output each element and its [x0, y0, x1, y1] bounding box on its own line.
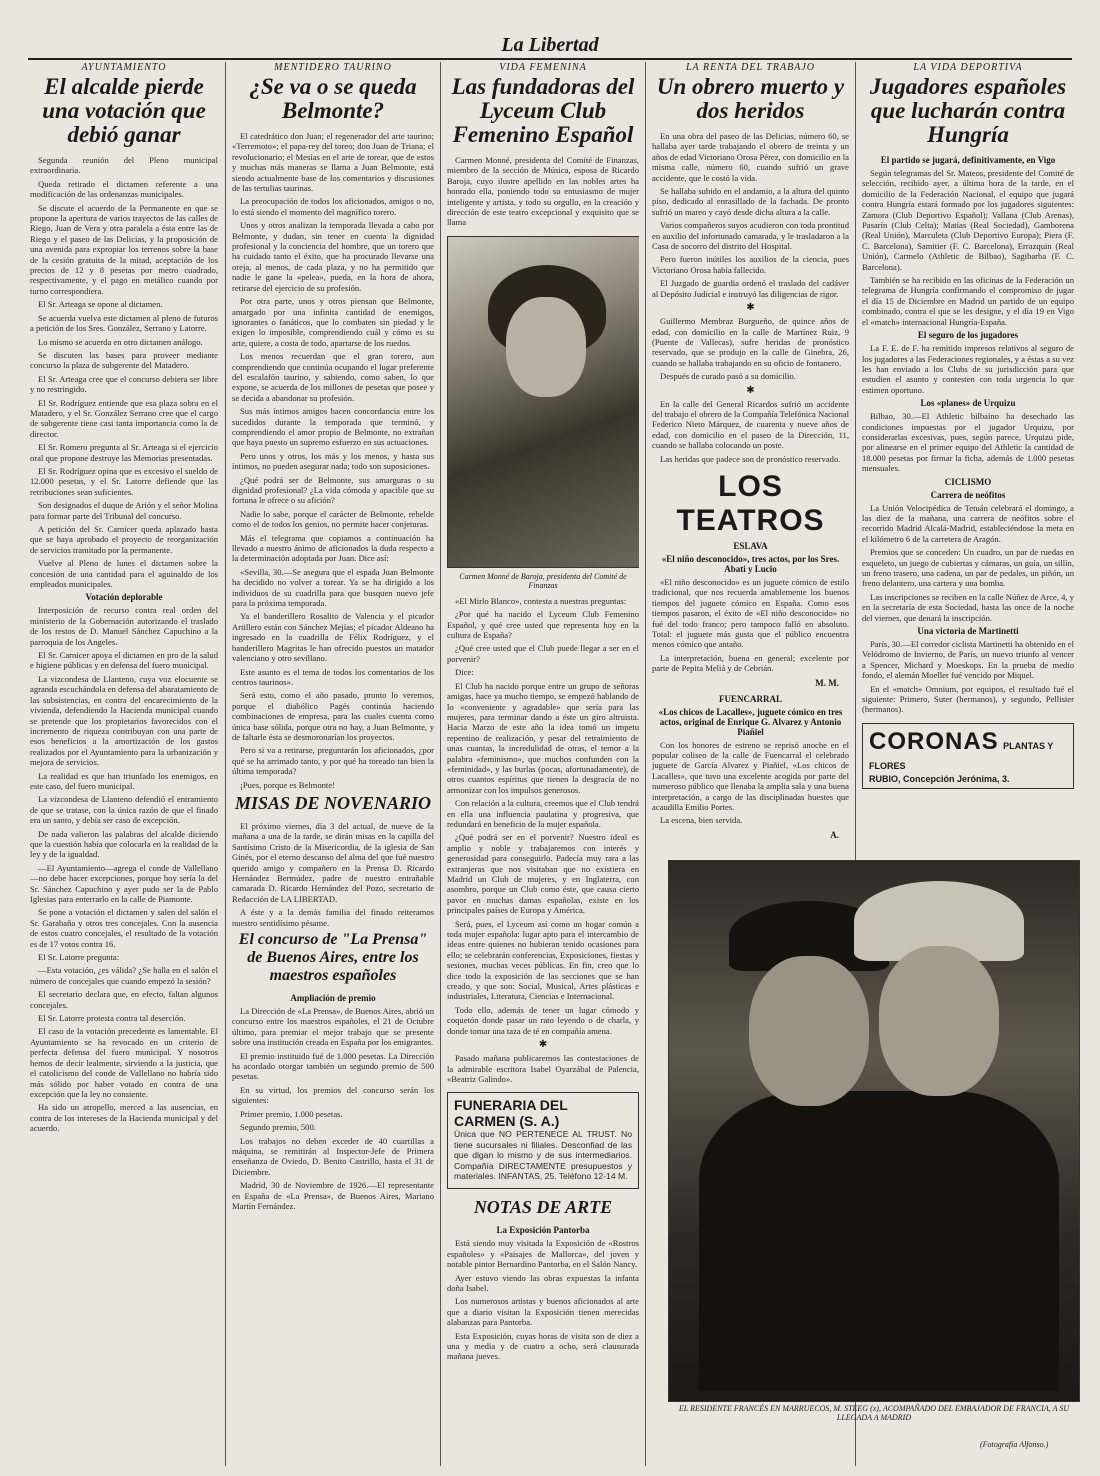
paragraph: ¿Qué podrá ser en el porvenir? Nuestro ideal es amplio y noble y trabajaremos con interés y generosidad para conseguirlo. Padecía muy rara a las extranjeras que nos visitaban que no existiera en Madrid un Club de mujeres, y en Inglaterra, con asombro, porque un Club como éste, que causa cierto pavor en muchas damas españolas, existe en los principales países de Europa y América. [447, 832, 639, 916]
paragraph: El Sr. Carnicer apoya el dictamen en pro de la salud e higiene públicas y en defensa del fuero municipal. [30, 650, 218, 671]
paragraph: Todo ello, además de tener un lugar cómodo y coquetón donde pasar un rato leyendo o de charla, y donde tomar una taza de té en compañía amena. [447, 1004, 639, 1036]
subheading: El partido se jugará, definitivamente, en Vigo [880, 155, 1056, 165]
paragraph: El Sr. Arteaga cree que el concurso debiera ser libre y no restringido. [30, 373, 218, 395]
teatros-heading: LOS TEATROS [676, 469, 825, 537]
paragraph: Bilbao, 30.—El Athletic bilbaíno ha desechado las condiciones impuestas por el jugador Urquizu, por considerarlas excesivas, pues, según parece, Urquizu pide, por alinearse en el primer equipo del Athletic la cantidad de 18.000 pesetas por firmar la ficha, además de 1.000 pesetas mensuales. [862, 411, 1074, 474]
subheading: Los «planes» de Urquizu [920, 398, 1016, 409]
paragraph: —El Ayuntamiento—agrega el conde de Vallellano—no debe hacer excepciones, porque hoy sería la del Sr. Sánchez Capuchino y ayer pudo ser la de Pablo Iglesias para enterrarlo en la calle de Piamonte. [30, 862, 218, 904]
ad-text: Única que NO PERTENECE AL TRUST. No tiene sucursales ni filiales. Desconfiad de las que digan lo mismo y de sus intermediarios. Compañía DIRECTAMENTE presupuestos y materiales. INFANTAS, 25. Teléfono 12-14 M. [454, 1129, 632, 1181]
signature: M. M. [815, 677, 839, 688]
paragraph: ¿Qué podrá ser de Belmonte, sus amarguras o su dignidad profesional? ¿La vida cómoda y apacible que su fortuna le ofrece o su afición? [232, 474, 434, 506]
paragraph: En una obra del paseo de las Delicias, número 60, se hallaba ayer tarde trabajando el obrero de treinta y un años de edad Victoriano Orosa Pérez, con domicilio en la misma calle, número 60, cuando sufrió un grave accidente, que le costó la vida. [652, 131, 849, 183]
paragraph: A éste y a la demás familia del finado reiteramos nuestro sentidísimo pésame. [232, 907, 434, 928]
subheading: «Los chicos de Lacalles», juguete cómico en tres actos, original de Enrique G. Alvarez y Antonio Piañiel [658, 706, 843, 737]
article-body [652, 131, 849, 299]
paragraph: —Esta votación, ¿es válida? ¿Se halla en el salón el número de concejales que cuando empezó la sesión? [30, 965, 218, 986]
headline: MISAS DE NOVENARIO [234, 792, 432, 813]
headline: El alcalde pierde una votación que debió ganar [42, 74, 206, 147]
paragraph: Queda retirado el dictamen referente a una modificación de las ordenanzas municipales. [30, 178, 218, 200]
paragraph: Segunda reunión del Pleno municipal extraordinaria. [30, 155, 218, 176]
paragraph: Pero unos y otros, los más y los menos, y hasta sus íntimos, no pueden asegurar nada; todo son suposiciones. [232, 450, 434, 472]
article-body [232, 131, 434, 790]
paragraph: Carmen Monné, presidenta del Comité de Finanzas, miembro de la sección de Música, esposa de Ricardo Baroja, cuyo ilustre apellido en las nobles artes ha honrado ella, poniendo todo su entusiasmo de mujer inteligente y artista, y todo su orgullo, en la creación y dirección de este teatro excepcional y exquisito que se llama [447, 155, 639, 228]
section-label: LA RENTA DEL TRABAJO [686, 62, 815, 73]
subheading: Votación deplorable [85, 592, 163, 603]
paragraph: Está siendo muy visitada la Exposición de «Rostros españoles» y «Paisajes de Mallorca», del joven y notable pintor Bernardino Pantorba, en el Salón Nancy. [447, 1238, 639, 1270]
paragraph: El Juzgado de guardia ordenó el traslado del cadáver al Depósito Judicial e instruyó las diligencias de rigor. [652, 278, 849, 299]
paragraph: La F. E. de F. ha remitido impresos relativos al seguro de los jugadores a las Federaciones regionales, y a éstas a su vez les han enviado a los Clubs de su jurisdicción para que estudien el asunto y contesten con toda urgencia lo que estimen oportuno. [862, 343, 1074, 395]
column-ayuntamiento [30, 62, 218, 1466]
paragraph: La vizcondesa de Llanteno, cuya voz elocuente se agranda escuchándola en defensa del abaratamiento de las subsistencias, en contra del encarecimiento de la vivienda, defendiendo la Hacienda municipal cuando se pretende que los propietarios favorecidos con el incremento de riqueza contribuyan con una parte de esos beneficios a la amortización de los gastos realizados por el Ayuntamiento para la urbanización y mejora de servicios. [30, 673, 218, 768]
paragraph: Lo mismo se acuerda en otro dictamen análogo. [38, 336, 203, 347]
column-vida-deportiva [862, 62, 1074, 852]
paragraph: Interposición de recurso contra real orden del ministerio de la Gobernación autorizando el traslado de los restos de D. Manuel Sánchez Capuchino a la parroquia de los Angeles. [30, 605, 218, 647]
article-body [30, 155, 218, 589]
paragraph: Por otra parte, unos y otros piensan que Belmonte, amargado por una infinita cantidad de enemigos, ignorantes o fanáticos, que lo combaten sin piedad y le exigen lo imposible, comprendiendo cuál y cómo es su arte, quiere, a costa de todo, apartarse de los ruedos. [232, 296, 434, 348]
separator: ✱ [746, 302, 755, 314]
paragraph: Los menos recuerdan que el gran torero, aun comprendiendo que continúa ocupando el lugar preferente del escalafón taurino, y sabiendo, como saben, lo que expone, se acuerda de los millones de pesetas que posee y se decida a abandonar su profesión. [232, 351, 434, 403]
paragraph: Las inscripciones se reciben en la calle Núñez de Arce, 4, y en la secretaría de esta Sociedad, hasta las once de la noche del viernes, que denará la inscripción. [862, 591, 1074, 623]
headline: ¿Se va o se queda Belmonte? [249, 74, 417, 123]
paragraph: Ayer estuvo viendo las obras expuestas la infanta doña Isabel. [447, 1272, 639, 1293]
photo-face [506, 297, 586, 397]
paragraph: «El Mirlo Blanco», contesta a nuestras preguntas: [455, 595, 627, 606]
column-mentidero-taurino [232, 62, 434, 1466]
portrait-photo [447, 236, 639, 568]
subheading: La Exposición Pantorba [496, 1225, 590, 1236]
paragraph: Se acuerda vuelva este dictamen al pleno de futuros a petición de los Sres. González, Serrano y Latorre. [30, 312, 218, 334]
separator: ✱ [746, 384, 755, 396]
paragraph: Este asunto es el tema de todos los comentarios de los centros taurinos». [232, 666, 434, 687]
coronas-ad [862, 723, 1074, 789]
paragraph: «Sevilla, 30.—Se asegura que el espada Juan Belmonte ha decidido no volver a torear. Ya se ha dirigido a los individuos de su cuadrilla para que busquen nuevo jefe para la próxima temporada. [232, 566, 434, 609]
ad-address: RUBIO, Concepción Jerónima, 3. [869, 773, 1010, 784]
paragraph: Nadie lo sabe, porque el carácter de Belmonte, rebelde como el de todos los genios, no permite hacer conjeturas. [232, 508, 434, 530]
paragraph: La Dirección de «La Prensa», de Buenos Aires, abrió un concurso entre los maestros españoles, el 21 de Octubre último, para premiar el mejor trabajo que se presente sobre una institución creada en España por los emigrantes. [232, 1006, 434, 1048]
paragraph: Después de curado pasó a su domicilio. [660, 371, 796, 382]
headline: Un obrero muerto y dos heridos [656, 74, 845, 123]
paragraph: Según telegramas del Sr. Mateos, presidente del Comité de selección, recibido ayer, a última hora de la tarde, en el domicilio de la Federación Nacional, el equipo que jugará contra Hungría estará formado por los jugadores siguientes: Zamora (Club Deportivo Español); Vallana (Club Arenas), Pasarín (Club Celta); Matías (Real Sociedad), Gamborena (Real Unión), Marculeta (Club Deportivo Europa); Piera (F. C. Barcelona), Samitier (F. C. Barcelona), Errazquin (Real Unión), Carmelo (Athletic de Bilbao), Sagibarba (F. C. Barcelona). [862, 168, 1074, 272]
paragraph: El Sr. Latorre protesta contra tal deserción. [38, 1013, 186, 1024]
paragraph: Esta Exposición, cuyas horas de visita son de diez a una y media y de cuatro a ocho, será clausurada mañana jueves. [447, 1330, 639, 1362]
paragraph: Ya el banderillero Rosalito de Valencia y el picador Artillero están con Sánchez Mejías; el picador Aldeano ha ingresado en la cuadrilla de Félix Rodríguez, y el banderillero Magritas le han ofrecido puestos un matador valenciano y otro sevillano. [232, 611, 434, 664]
paragraph: La Unión Velocipédica de Tetuán celebrará el domingo, a las diez de la mañana, una carrera de neófitos sobre el recorrido Madrid Alcalá-Madrid, estableciéndose la meta en el kilómetro 6 de la carretera de Aragón. [862, 502, 1074, 544]
paragraph: Más el telegrama que copiamos a continuación ha llevado a nuestro ánimo de aficionados la duda respecto a la determinación adoptada por Juan. Dice así: [232, 532, 434, 564]
photo-face [879, 946, 999, 1096]
paragraph: En la calle del General Ricardos sufrió un accidente del trabajo el obrero de la Compañía Telefónica Nacional Federico Nieto Márquez, de cuarenta y nueve años de edad, con domicilio en el paseo de la Dirección, 11, cuando se hallaba colocando un poste. [652, 398, 849, 451]
paragraph: El Sr. Rodríguez entiende que esa plaza sobra en el Matadero, y el Sr. González Serrano cree que el cargo de subgerente tiene casi tanta importancia como la de director. [30, 397, 218, 439]
news-photo [668, 860, 1080, 1402]
paragraph: Vuelve al Pleno de lunes el dictamen sobre la concesión de una cantidad para el aguinaldo de los empleados municipales. [30, 558, 218, 590]
paragraph: Premios que se conceden: Un cuadro, un par de ruedas en esqueleto, un juego de cubiertas y cámaras, un guía, un sillín, un freno trasero, una cadena, un par de pedales, un piñón, un freno delantero, una cartera y una bomba. [862, 547, 1074, 589]
paragraph: El Sr. Latorre pregunta: [38, 952, 120, 963]
paragraph: El catedrático don Juan; el regenerador del arte taurino; «Terremoto»; el papa-rey del toreo; don Juan de Triana; el revolucionario; el Mesías en el arte de torear, que de estos y muchas más maneras se llama a Juan Belmonte, está siendo actualmente base de los comentarios y discusiones de las tertulias taurinas. [232, 131, 434, 194]
article-body [232, 1006, 434, 1211]
paragraph: La interpretación, buena en general; excelente por parte de Pepita Meliá y de Cebrián. [652, 652, 849, 674]
paragraph: Unos y otros analizan la temporada llevada a cabo por Belmonte, y dudan, sin tener en cuenta la dignidad profesional y la conciencia del hombre, que un torero que ha cuidado tanto el éxito, que ha procurado llevarse una oreja, al menos, de cada plaza, y no ha permitido que nadie le gane la «pelea», pueda, en la hora de ahora, retirarse del ejercicio de su profesión. [232, 220, 434, 293]
paragraph: Las heridas que padece son de pronóstico reservado. [660, 453, 841, 464]
paragraph: El Sr. Rodríguez opina que es excesivo el sueldo de 12.000 pesetas, y el Sr. Latorre defiende que las retribuciones sean suficientes. [30, 465, 218, 497]
paragraph: Son designados el duque de Arión y el señor Molina para formar parte del Tribunal del concurso. [30, 500, 218, 521]
paragraph: Con los honores de estreno se reprisó anoche en el popular coliseo de la calle de Fuencarral el celebrado juguete de García Alvarez y Piañiel, «Los chicos de Lacalles», que tuvo una excelente acogida por parte del numeroso público que llenaba la amplia sala y una buena interpretación, a cargo de las disciplinadas huestes que acaudilla Emilio Portes. [652, 739, 849, 813]
paragraph: Primer premio, 1.000 pesetas. [240, 1108, 343, 1119]
paragraph: ¡Pues, porque es Belmonte! [240, 779, 335, 790]
subheading: El seguro de los jugadores [917, 330, 1019, 341]
paragraph: Madrid, 30 de Noviembre de 1926.—El representante en España de «La Prensa», de Buenos Aires, Mariano Martín Fernández. [232, 1180, 434, 1211]
paragraph: Varios compañeros suyos acudieron con toda prontitud en auxilio del infortunado camarada, y le trasladaron a la Casa de socorro del distrito del Hospital. [652, 220, 849, 252]
paragraph: De nada valieron las palabras del alcalde diciendo que la cuestión había que colocarla en la realidad de la ley y de la igualdad. [30, 828, 218, 860]
headline: Las fundadoras del Lyceum Club Femenino Español [451, 74, 635, 147]
paragraph: Pero fueron inútiles los auxilios de la ciencia, pues Victoriano Orosa había fallecido. [652, 254, 849, 275]
masthead [28, 34, 1072, 60]
paragraph: Dice: [455, 667, 474, 678]
photo-face [749, 956, 869, 1106]
subheading: «El niño desconocido», tres actos, por los Sres. Abati y Lucio [661, 553, 840, 574]
masthead-title: La Libertad [501, 34, 599, 56]
paragraph: El premio instituido fué de 1.000 pesetas. La Dirección ha acordado otorgar también un segundo premio de 500 pesetas. [232, 1050, 434, 1082]
paragraph: ¿Por qué ha nacido el Lyceum Club Femenino Español, y qué cree usted que representa hoy en la cultura de España? [447, 609, 639, 641]
article-body [447, 596, 639, 1036]
paragraph: La realidad es que han triunfado los enemigos, en este caso, del fuero municipal. [30, 770, 218, 791]
paragraph: A petición del Sr. Carnicer queda aplazado hasta que se haya aprobado el proyecto de reorganización de servicios tramitado por la permanente. [30, 524, 218, 555]
column-rule [645, 62, 646, 1466]
paragraph: También se ha recibido en las oficinas de la Federación un telegrama de Hungría confirmando el compromiso de jugar el día 15 de Diciembre en Madrid un partido de un equipo combinado, contra el que se les designe, y el día 19 en Vigo el «match» internacional Hungría-España. [862, 275, 1074, 327]
headline: Jugadores españoles que lucharán contra Hungría [869, 74, 1067, 147]
paragraph: Sus más íntimos amigos hacen concordancia entre los sucedidos durante la temporada que terminó, y comprendiendo el amor propio de Belmonte, no extrañan que haya puesto un supremo esfuerzo en sus actuaciones. [232, 406, 434, 448]
paragraph: El Sr. Romero pregunta al Sr. Arteaga si el ejercicio oral que propone destruye las Memorias presentadas. [30, 442, 218, 463]
headline: El concurso de "La Prensa" de Buenos Aires, entre los maestros españoles [238, 931, 428, 985]
subheading: CICLISMO [944, 476, 992, 487]
headline: NOTAS DE ARTE [473, 1197, 613, 1218]
subheading: Una victoria de Martinetti [917, 626, 1019, 637]
section-label: MENTIDERO TAURINO [274, 62, 392, 73]
section-label: AYUNTAMIENTO [81, 62, 167, 73]
paragraph: París, 30.—El corredor ciclista Martinetti ha obtenido en el Velódromo de Invierno, de París, un nuevo triunfo al vencer a Spencer, Michard y Moeskops. En la prueba de medio fondo, el alemán Moeller fué vencido por Miquel. [862, 639, 1074, 681]
funeraria-ad [447, 1092, 639, 1189]
article-body [447, 1238, 639, 1361]
paragraph: El secretario declara que, en efecto, faltan algunos concejales. [30, 989, 218, 1010]
ad-title: FUNERARIA DEL CARMEN (S. A.) [454, 1097, 568, 1130]
paragraph: El caso de la votación precedente es lamentable. El Ayuntamiento se ha revocado en un criterio de perfecta defensa del fuero municipal. Y nosotros hemos de decir lealmente, sirviendo a la justicia, que el catolicismo del conde de Vallellano no habría sido más sólido por haber votado en contra de una excepción que la ley no consiente. [30, 1026, 218, 1099]
paragraph: Pero si va a retirarse, preguntarán los aficionados, ¿por qué se ha arrimado tanto, y por qué ha toreado tan bien la última temporada? [232, 745, 434, 777]
ad-side: PLANTAS Y FLORES [869, 740, 1054, 771]
paragraph: En su virtud, los premios del concurso serán los siguientes: [232, 1084, 434, 1106]
subheading: Carrera de neófitos [930, 489, 1006, 500]
paragraph: Los trabajos no deben exceder de 40 cuartillas a máquina, se remitirán al Inspector-Jefe de Primera enseñanza de Oviedo, D. Benito Castrillo, hasta el 31 de Diciembre. [232, 1135, 434, 1177]
paragraph: Con relación a la cultura, creemos que el Club tendrá en ella una influencia paulatina y progresiva, que redundará en beneficio de la mujer española. [447, 798, 639, 829]
paragraph: Ha sido un atropello, merced a las ausencias, en contra de los intereses de la Hacienda municipal y del acuerdo. [30, 1102, 218, 1134]
photo-caption: Carmen Monné de Baroja, presidenta del Comité de Finanzas [459, 571, 627, 590]
note: Pasado mañana publicaremos las contestaciones de la admirable escritora Isabel Oyarzábal de Palencia, «Beatriz Galindo». [447, 1053, 639, 1084]
column-vida-femenina [447, 62, 639, 1466]
subheading: FUENCARRAL [719, 693, 782, 704]
section-label: VIDA FEMENINA [499, 62, 587, 73]
paragraph: «El niño desconocido» es un juguete cómico de estilo tradicional, que nos recuerda amablemente los buenos tiempos del juguete cómico en España. Como esos tiempos pasaron, el éxito de «El niño desconocido» no fué del todo franco; pero tampoco falló en absoluto. Total: el juguete más gusta que el público encuentra menos cómico que antaño. [652, 576, 849, 650]
paragraph: Se discuten las bases para proveer mediante concurso la plaza de subgerente del Matadero. [30, 349, 218, 371]
paragraph: Los numerosos artistas y buenos aficionados al arte que a diario visitan la Exposición tienen merecidas alabanzas para Pantorba. [447, 1296, 639, 1328]
paragraph: Será esto, como el año pasado, pronto lo veremos, porque el diabólico Pagés continúa haciendo combinaciones de empresa, para las cuales cuenta como única base sólida, porque otra no hay, a Juan Belmonte, y de faltarle ésta se desmoronarían los proyectos. [232, 690, 434, 742]
photo-credit: (Fotografía Alfonso.) [980, 1440, 1049, 1449]
signature: A. [830, 829, 839, 840]
paragraph: Será, pues, el Lyceum así como un hogar común a toda mujer española: lugar apto para el intercambio de ideas entre quienes no hubieran tenido ocasiones para ello; se celebrarán conferencias, Exposiciones, fiestas y sesiones, muchas veces públicas. En fin, creo que lo dice todo la exposición de las secciones que se han creado, y que son: Social, Musical, Artes plásticas e industriales, Literatura, Ciencias e Internacional. [447, 918, 639, 1002]
column-renta-del-trabajo [652, 62, 849, 852]
separator: ✱ [538, 1039, 548, 1051]
paragraph: La escena, bien servida. [660, 815, 743, 826]
column-rule [225, 62, 226, 1466]
paragraph: La vizcondesa de Llanteno defendió el entramiento de que se tratase, con la única razón de que el finado era un santo, y debía ser caso de excepción. [30, 794, 218, 826]
paragraph: El próximo viernes, día 3 del actual, de nueve de la mañana a una de la tarde, se dirán misas en la capilla del Santísimo Cristo de la Misericordia, de la iglesia de San Ginés, por el eterno descanso del alma del que fué nuestro querido amigo y compañero en la Prensa D. Ricardo Hernández Bermúdez, padre de nuestro entrañable camarada D. Ricardo Hernández del Pozo, secretario de Redacción de LA LIBERTAD. [232, 820, 434, 904]
paragraph: Segundo premio, 500. [240, 1122, 316, 1133]
subheading: ESLAVA [733, 540, 768, 551]
paragraph: La preocupación de todos los aficionados, amigos o no, lo está siendo el momento del magnífico torero. [232, 196, 434, 217]
paragraph: Se hallaba subido en el andamio, a la altura del quinto piso, dedicado al enrasillado de la fachada. De pronto sufrió un mareo y cayó desde dicha altura a la calle. [652, 186, 849, 217]
paragraph: El Sr. Arteaga se opone al dictamen. [38, 299, 163, 310]
paragraph: En el «match» Omnium, por equipos, el resultado fué el siguiente: Primero, Suter (hermanos), y segundo, Pellisier (hermanos). [862, 683, 1074, 715]
column-rule [440, 62, 441, 1466]
paragraph: ¿Qué cree usted que el Club puede llegar a ser en el porvenir? [447, 643, 639, 664]
photo-caption: EL RESIDENTE FRANCÉS EN MARRUECOS, M. STEEG (x), ACOMPAÑADO DEL EMBAJADOR DE FRANCIA, A SU LLEGADA A MADRID [678, 1404, 1070, 1422]
article-body [30, 605, 218, 1133]
paragraph: Guillermo Membraz Burgueño, de quince años de edad, con domicilio en la calle de Martínez Ruiz, 9 (Puente de Vallecas), sufre heridas de pronóstico reservado, que se produjo en la calle de Ginebra, 26, cuando se hallaba trabajando en su oficio de fontanero. [652, 316, 849, 368]
paragraph: Se pone a votación el dictamen y salen del salón el Sr. Garabaña y otros tres concejales. Con la ausencia de estos cuatro concejales, el resultado de la votación es de 17 votos contra 16. [30, 907, 218, 949]
subheading: Ampliación de premio [290, 993, 376, 1004]
paragraph: El Club ha nacido porque entre un grupo de señoras amigas, hace ya mucho tiempo, se empezó hablando de lo «conveniente y agradable» que sería para las mujeres, para terminar dando a éste un giro altruista. Hacia Marzo de este año la idea tomó un impetu repentino de realización, y pesar del retraimiento de unas cuantas, la incredulidad de otras, el temor a la palabra «feminismo», que muchos confunden con la «feminidad», y las burlas (pocas, afortunadamente), de otros cuantos espíritus que tienen la desgracia de no armonizar con los impulsos generosos. [447, 680, 639, 795]
article-body [232, 821, 434, 928]
ad-title: CORONAS [869, 727, 999, 755]
photo-figures [699, 1091, 1059, 1391]
section-label: LA VIDA DEPORTIVA [913, 62, 1023, 73]
paragraph: Se discute el acuerdo de la Permanente en que se propone la apertura de varios trayectos de las calles de Riego, Juan de Vera y otra paralela a ésta entre las de Riego y el paseo de las Delicias, y la proposición de una avenida para expropiar los terrenos sobre la base de la cesión gratuita de la mitad, aceptación de los precios de 12 y 8 pesetas por metro cuadrado, respectivamente, y el pago en metálico cuando por turno correspondiera. [30, 202, 218, 296]
